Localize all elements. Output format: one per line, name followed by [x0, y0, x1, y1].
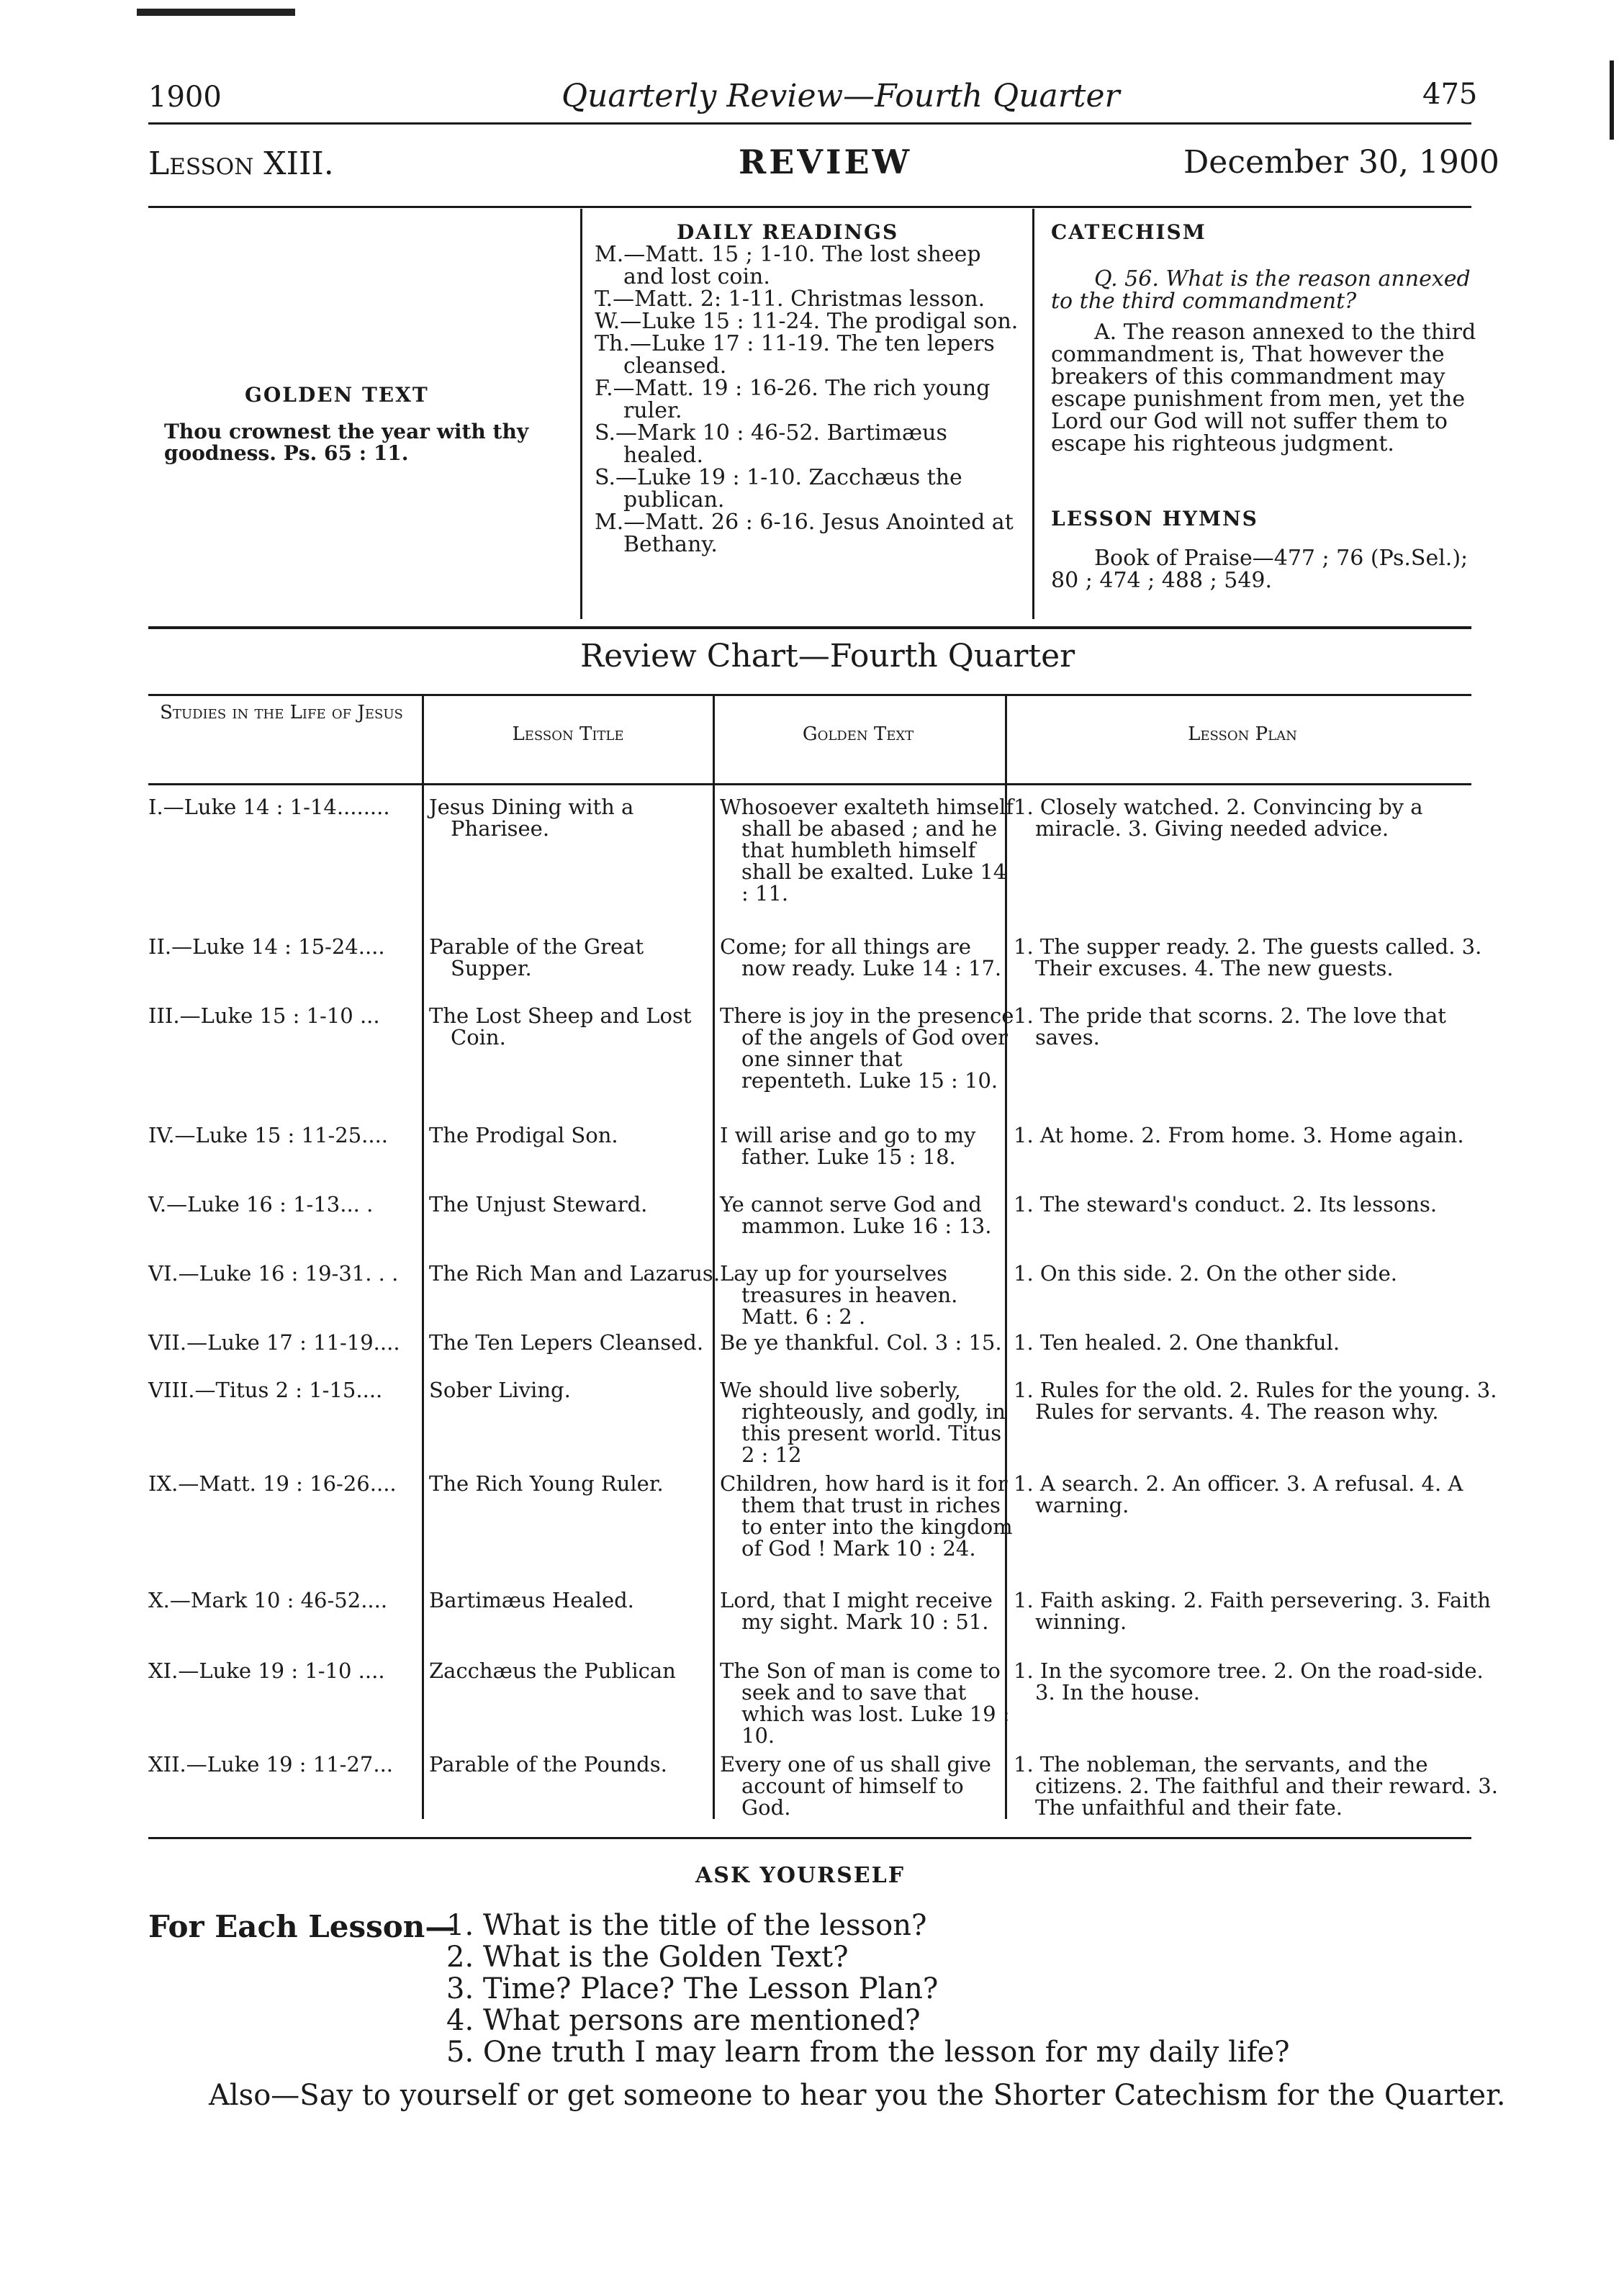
header-studies: Studies in the Life of Jesus	[160, 702, 403, 723]
row-11-title: Zacchæus the Publican	[429, 1658, 676, 1683]
row-12-study: XII.—Luke 19 : 11-27...	[148, 1752, 394, 1777]
row-1-plan: 1. Closely watched. 2. Convincing by a miracle. 3. Giving needed advice.	[1014, 795, 1423, 841]
row-8-title: Sober Living.	[429, 1378, 571, 1402]
header-lesson-plan: Lesson Plan	[1188, 723, 1297, 745]
row-3-title: The Lost Sheep and Lost Coin.	[429, 1003, 692, 1050]
row-10-study: X.—Mark 10 : 46-52....	[148, 1588, 388, 1612]
top-ink-mark	[137, 9, 295, 16]
lesson-rule	[148, 206, 1471, 208]
row-8-study: VIII.—Titus 2 : 1-15....	[148, 1378, 383, 1402]
review-chart-title: Review Chart—Fourth Quarter	[580, 638, 1075, 674]
ask-yourself-heading: ASK YOURSELF	[695, 1863, 906, 1888]
row-5-title: The Unjust Steward.	[429, 1192, 648, 1217]
row-7-title: The Ten Lepers Cleansed.	[429, 1330, 704, 1355]
row-6-study: VI.—Luke 16 : 19-31. . .	[148, 1261, 399, 1286]
lesson-title: REVIEW	[739, 143, 913, 181]
header-title: Quarterly Review—Fourth Quarter	[561, 78, 1120, 114]
lesson-date: December 30, 1900	[1183, 144, 1499, 181]
row-5-plan: 1. The steward's conduct. 2. Its lessons.	[1014, 1192, 1438, 1217]
row-1-golden: Whosoever exalteth himself shall be abased ; and he that humbleth himself shall be exalted. Luke 14 : 11.	[720, 795, 1014, 906]
row-12-title: Parable of the Pounds.	[429, 1752, 667, 1777]
row-12-plan: 1. The nobleman, the servants, and the citizens. 2. The faithful and their reward. 3. The unfaithful and their fate.	[1014, 1752, 1498, 1820]
header-rule	[148, 122, 1471, 125]
row-2-study: II.—Luke 14 : 15-24....	[148, 934, 385, 959]
row-3-golden: There is joy in the presence of the angels of God over one sinner that repenteth. Luke 15 : 10.	[720, 1003, 1014, 1093]
catechism-question: Q. 56. What is the reason annexed to the third commandment?	[1051, 266, 1471, 314]
row-5-study: V.—Luke 16 : 1-13... .	[148, 1192, 374, 1217]
row-9-golden: Children, how hard is it for them that trust in riches to enter into the kingdom of God ! Mark 10 : 24.	[720, 1471, 1013, 1561]
row-8-plan: 1. Rules for the old. 2. Rules for the young. 3. Rules for servants. 4. The reason why.	[1014, 1378, 1497, 1424]
row-3-plan: 1. The pride that scorns. 2. The love that saves.	[1014, 1003, 1446, 1050]
row-4-title: The Prodigal Son.	[429, 1123, 618, 1147]
row-4-study: IV.—Luke 15 : 11-25....	[148, 1123, 389, 1147]
top-divider-left	[580, 209, 582, 619]
ask-question: 2. What is the Golden Text?	[446, 1941, 849, 1974]
also-instruction: Also—Say to yourself or get someone to hear you the Shorter Catechism for the Quarter.	[209, 2079, 1506, 2112]
row-9-title: The Rich Young Ruler.	[429, 1471, 664, 1496]
row-11-study: XI.—Luke 19 : 1-10 ....	[148, 1658, 385, 1683]
daily-reading-item: Th.—Luke 17 : 11-19. The ten lepers cleansed.	[595, 331, 995, 379]
ask-question: 3. Time? Place? The Lesson Plan?	[446, 1972, 939, 2005]
row-7-study: VII.—Luke 17 : 11-19....	[148, 1330, 400, 1355]
row-10-golden: Lord, that I might receive my sight. Mark 10 : 51.	[720, 1588, 993, 1634]
top-divider-right	[1032, 209, 1034, 619]
daily-readings-list	[595, 243, 1027, 556]
chart-col-divider-1	[422, 696, 424, 1819]
row-3-study: III.—Luke 15 : 1-10 ...	[148, 1003, 380, 1028]
golden-text-heading: GOLDEN TEXT	[245, 383, 429, 407]
daily-reading-item: F.—Matt. 19 : 16-26. The rich young ruler.	[595, 376, 991, 423]
row-6-title: The Rich Man and Lazarus.	[429, 1261, 721, 1286]
row-2-golden: Come; for all things are now ready. Luke 14 : 17.	[720, 934, 1002, 980]
catechism-heading: CATECHISM	[1051, 220, 1206, 244]
chart-col-divider-2	[713, 696, 715, 1819]
row-12-golden: Every one of us shall give account of himself to God.	[720, 1752, 991, 1820]
daily-reading-item: M.—Matt. 26 : 6-16. Jesus Anointed at Bethany.	[595, 510, 1014, 557]
section-rule	[148, 626, 1471, 629]
ask-question: 4. What persons are mentioned?	[446, 2004, 921, 2037]
row-6-golden: Lay up for yourselves treasures in heaven. Matt. 6 : 2 .	[720, 1261, 958, 1329]
chart-header-rule	[148, 783, 1471, 785]
lesson-hymns-heading: LESSON HYMNS	[1051, 507, 1258, 531]
row-4-golden: I will arise and go to my father. Luke 15 : 18.	[720, 1123, 976, 1169]
header-year: 1900	[148, 81, 222, 114]
row-7-plan: 1. Ten healed. 2. One thankful.	[1014, 1330, 1340, 1355]
daily-reading-item: M.—Matt. 15 ; 1-10. The lost sheep and lost coin.	[595, 242, 981, 289]
golden-text: Thou crownest the year with thy goodness. Ps. 65 : 11.	[164, 420, 529, 465]
lesson-number: Lesson XIII.	[148, 145, 334, 182]
row-9-study: IX.—Matt. 19 : 16-26....	[148, 1471, 397, 1496]
lesson-hymns-text: Book of Praise—477 ; 76 (Ps.Sel.); 80 ; 474 ; 488 ; 549.	[1051, 546, 1469, 593]
page-number: 475	[1422, 78, 1478, 111]
right-edge-mark	[1610, 60, 1614, 140]
catechism-answer: A. The reason annexed to the third commandment is, That however the breakers of this commandment may escape punishment from men, yet the Lord our God will not suffer them to escape his righteous judgment.	[1051, 320, 1476, 456]
row-11-plan: 1. In the sycomore tree. 2. On the road-side. 3. In the house.	[1014, 1658, 1484, 1705]
row-7-golden: Be ye thankful. Col. 3 : 15.	[720, 1330, 1002, 1355]
header-lesson-title: Lesson Title	[512, 723, 624, 745]
row-9-plan: 1. A search. 2. An officer. 3. A refusal. 4. A warning.	[1014, 1471, 1463, 1517]
row-5-golden: Ye cannot serve God and mammon. Luke 16 : 13.	[720, 1192, 992, 1238]
daily-reading-item: W.—Luke 15 : 11-24. The prodigal son.	[595, 309, 1019, 334]
row-8-golden: We should live soberly, righteously, and godly, in this present world. Titus 2 : 12	[720, 1378, 1006, 1467]
header-golden-text: Golden Text	[802, 723, 914, 745]
row-1-title: Jesus Dining with a Pharisee.	[429, 795, 634, 841]
chart-bottom-rule	[148, 1837, 1471, 1839]
row-2-plan: 1. The supper ready. 2. The guests called. 3. Their excuses. 4. The new guests.	[1014, 934, 1482, 980]
row-4-plan: 1. At home. 2. From home. 3. Home again.	[1014, 1123, 1464, 1147]
ask-question: 5. One truth I may learn from the lesson for my daily life?	[446, 2036, 1290, 2069]
daily-reading-item: T.—Matt. 2: 1-11. Christmas lesson.	[595, 286, 985, 312]
daily-readings-heading: DAILY READINGS	[677, 220, 899, 244]
row-1-study: I.—Luke 14 : 1-14........	[148, 795, 390, 819]
row-6-plan: 1. On this side. 2. On the other side.	[1014, 1261, 1397, 1286]
daily-reading-item: S.—Luke 19 : 1-10. Zacchæus the publican.	[595, 465, 962, 513]
row-2-title: Parable of the Great Supper.	[429, 934, 644, 980]
chart-top-rule	[148, 694, 1471, 696]
ask-yourself-lead: For Each Lesson—	[148, 1909, 456, 1944]
row-10-plan: 1. Faith asking. 2. Faith persevering. 3. Faith winning.	[1014, 1588, 1491, 1634]
daily-reading-item: S.—Mark 10 : 46-52. Bartimæus healed.	[595, 420, 947, 468]
row-11-golden: The Son of man is come to seek and to save that which was lost. Luke 19 : 10.	[720, 1658, 1010, 1748]
row-10-title: Bartimæus Healed.	[429, 1588, 634, 1612]
ask-question: 1. What is the title of the lesson?	[446, 1909, 927, 1942]
